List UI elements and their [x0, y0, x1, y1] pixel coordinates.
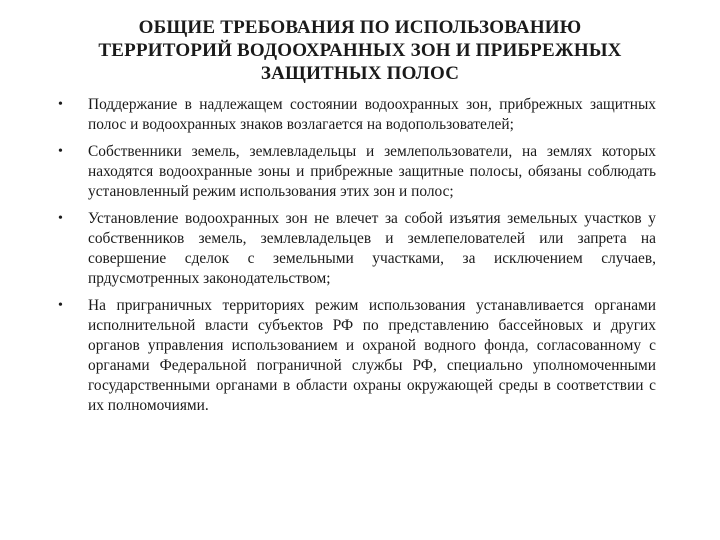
- bullet-marker: •: [58, 211, 63, 226]
- slide-title-line-2: ТЕРРИТОРИЙ ВОДООХРАННЫХ ЗОН И ПРИБРЕЖНЫХ: [98, 40, 622, 61]
- bullet-item-2: [58, 142, 656, 202]
- bullet-text: Установление водоохранных зон не влечет за собой изъятия земельных участков у собственников земель, землевладельцев и землепелователей или запрета на совершение сделок с земельными участками, за исключением случаев, прдусмотренных законодательством;: [88, 210, 656, 287]
- bullet-marker: •: [58, 298, 63, 313]
- bullet-text: Поддержание в надлежащем состоянии водоохранных зон, прибрежных защитных полос и водоохранных знаков возлагается на водопользователей;: [88, 96, 656, 133]
- bullet-text: Собственники земель, землевладельцы и землепользователи, на землях которых находятся водоохранные зоны и прибрежные защитные полосы, обязаны соблюдать установленный режим использования этих зон и полос;: [88, 143, 656, 200]
- bullet-marker: •: [58, 144, 63, 159]
- bullet-text: На приграничных территориях режим использования устанавливается органами исполнительной власти субъектов РФ по представлению бассейновых и других органов управления использованием и охраной водного фонда, согласованному с органами Федеральной пограничной службы РФ, специально уполномоченными государственными органами в области охраны окружающей среды в соответствии с их полномочиями.: [88, 297, 656, 414]
- bullet-item-3: [58, 209, 656, 289]
- bullet-marker: •: [58, 97, 63, 112]
- bullet-item-1: [58, 95, 656, 135]
- bullet-item-4: [58, 296, 656, 416]
- slide-title: [40, 16, 680, 85]
- slide-title-line-3: ЗАЩИТНЫХ ПОЛОС: [260, 63, 460, 84]
- bullet-list: [58, 95, 656, 423]
- slide-title-line-1: ОБЩИЕ ТРЕБОВАНИЯ ПО ИСПОЛЬЗОВАНИЮ: [138, 17, 582, 38]
